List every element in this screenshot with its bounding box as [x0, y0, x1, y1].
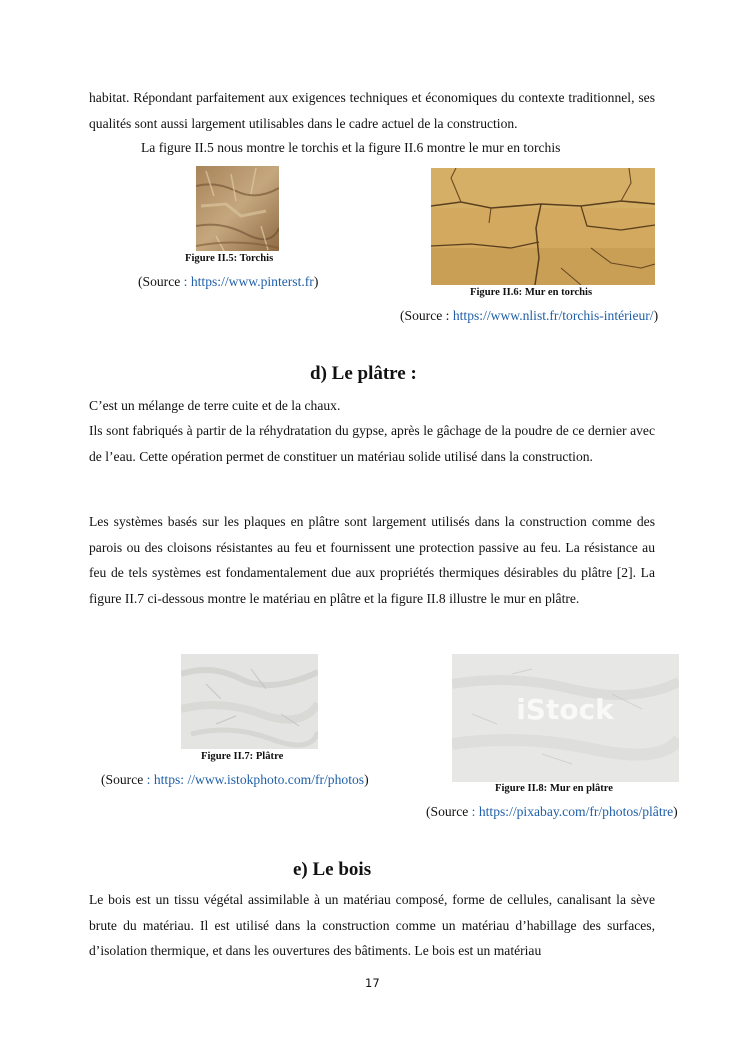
source-link-mur-en-platre[interactable]: https://pixabay.com/fr/photos/plâtre [478, 804, 674, 819]
platre-paragraph-1: Ils sont fabriqués à partir de la réhydratation du gypse, après le gâchage de la poudre de ce dernier avec de l’eau. Cette opération permet de constituer un matériau solide utilisé dans la construction. [89, 423, 655, 464]
figure-caption-platre: Figure II.7: Plâtre [201, 751, 284, 762]
source-link-torchis[interactable]: https://www.pinterst.fr [190, 274, 314, 289]
figure-source-torchis: (Source : https://www.pinterst.fr) [138, 274, 319, 289]
intro-paragraph: habitat. Répondant parfaitement aux exigences techniques et économiques du contexte traditionnel, ses qualités sont aussi largement utilisables dans le cadre actuel de la construction. [89, 90, 655, 131]
figure-caption-mur-en-torchis: Figure II.6: Mur en torchis [470, 287, 593, 298]
platre-intro-line: C’est un mélange de terre cuite et de la chaux. [89, 398, 341, 413]
intro-figure-reference: La figure II.5 nous montre le torchis et la figure II.6 montre le mur en torchis [141, 140, 561, 155]
section-heading-platre: d) Le plâtre : [310, 363, 417, 384]
source-link-mur-en-torchis[interactable]: https://www.nlist.fr/torchis-intérieur/ [452, 308, 654, 323]
figure-source-platre: (Source : https: //www.istokphoto.com/fr/photos) [101, 772, 369, 787]
figure-source-mur-en-torchis: (Source : https://www.nlist.fr/torchis-intérieur/) [400, 308, 659, 323]
platre-paragraph-2: Les systèmes basés sur les plaques en plâtre sont largement utilisés dans la construction comme des parois ou des cloisons résistantes au feu et fournissent une protection passive au feu. La résistance au feu de tels systèmes est fondamentalement due aux propriétés thermiques désirables du plâtre [2]. La figure II.7 ci-dessous montre le matériau en plâtre et la figure II.8 illustre le mur en plâtre. [89, 514, 655, 606]
source-link-platre[interactable]: https: //www.istokphoto.com/fr/photos [153, 772, 365, 787]
mur-en-platre-image [452, 654, 679, 782]
figure-source-mur-en-platre: (Source : https://pixabay.com/fr/photos/plâtre) [426, 804, 678, 819]
platre-image [181, 654, 318, 749]
figure-caption-torchis: Figure II.5: Torchis [185, 253, 274, 264]
page-number: 17 [365, 976, 380, 990]
section-heading-bois: e) Le bois [293, 859, 372, 880]
torchis-image [196, 166, 279, 251]
bois-paragraph: Le bois est un tissu végétal assimilable à un matériau composé, forme de cellules, canalisant la sève brute du matériau. Il est utilisé dans la construction comme un matériau d’habillage des surfaces, d’isolation thermique, et dans les ouvertures des bâtiments. Le bois est un matériau [89, 892, 655, 958]
istock-watermark: iStock [516, 693, 614, 726]
mur-en-torchis-image [431, 168, 655, 285]
figure-caption-mur-en-platre: Figure II.8: Mur en plâtre [495, 783, 613, 794]
